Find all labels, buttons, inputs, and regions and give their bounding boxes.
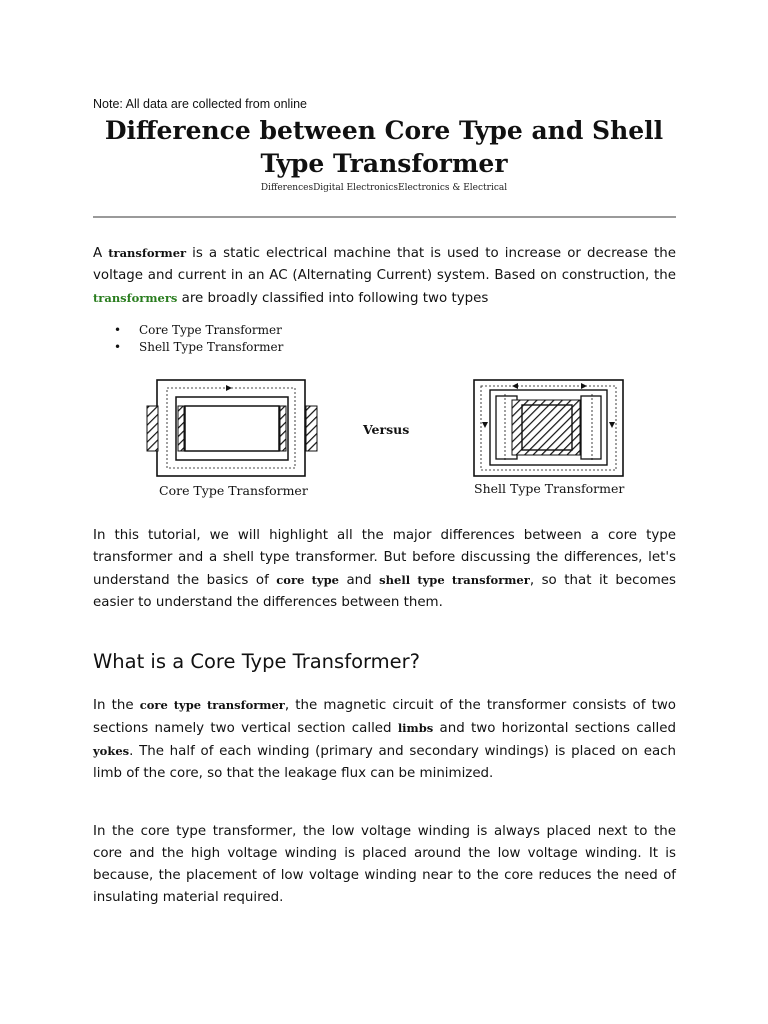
- transformer-types-list: [93, 322, 283, 356]
- core-text-2: , the magnetic circuit of the transformer consists of two sections namely two vertical section called: [93, 698, 676, 736]
- title-line-2: Type Transformer: [260, 149, 508, 178]
- core-type-paragraph: [93, 694, 676, 785]
- list-item: [93, 339, 283, 356]
- keyword-core-type: core type: [276, 573, 339, 587]
- divider: [93, 216, 676, 218]
- keyword-transformer: transformer: [108, 246, 187, 260]
- keyword-shell-type-transformer: shell type transformer: [379, 573, 530, 587]
- core-text-1: In the: [93, 698, 140, 713]
- list-item: [93, 322, 283, 339]
- source-note: Note: All data are collected from online: [93, 97, 308, 111]
- keyword-yokes: yokes: [93, 744, 130, 758]
- bullet-icon: •: [114, 323, 122, 337]
- bullet-icon: •: [114, 340, 122, 354]
- list-item-label: Shell Type Transformer: [139, 340, 284, 354]
- versus-label: Versus: [363, 422, 410, 437]
- intro-text-3: are broadly classified into following two types: [177, 291, 489, 306]
- tutorial-text-3: , so that it becomes easier to understand the differences between them.: [93, 573, 676, 610]
- shell-type-caption: Shell Type Transformer: [474, 481, 625, 496]
- shell-type-diagram: [474, 380, 623, 476]
- intro-text-2: is a static electrical machine that is used to increase or decrease the voltage and current in an AC (Alternating Current) system. Based on construction, the: [93, 246, 676, 283]
- tutorial-text-2: and: [338, 573, 380, 588]
- category-links[interactable]: DifferencesDigital ElectronicsElectronics & Electrical: [260, 183, 508, 193]
- keyword-core-type-transformer: core type transformer: [139, 698, 285, 712]
- tutorial-paragraph: [93, 525, 676, 614]
- page-title: [60, 114, 708, 180]
- core-text-3: and two horizontal sections called: [433, 721, 676, 736]
- tutorial-text-1: In this tutorial, we will highlight all the major differences between a core type transformer and a shell type transformer. But before discussing the differences, let's understand the basics of: [93, 528, 676, 588]
- link-transformers[interactable]: transformers: [93, 291, 178, 305]
- core-type-caption: Core Type Transformer: [159, 483, 308, 498]
- keyword-limbs: limbs: [397, 721, 434, 735]
- low-voltage-paragraph: In the core type transformer, the low voltage winding is always placed next to the core and the high voltage winding is placed around the low voltage winding. It is because, the placement of low voltage winding near to the core reduces the need of insulating material required.: [93, 824, 676, 905]
- list-item-label: Core Type Transformer: [139, 323, 282, 337]
- section-heading: What is a Core Type Transformer?: [93, 650, 421, 673]
- intro-text-1: A: [93, 246, 109, 261]
- title-line-1: Difference between Core Type and Shell: [104, 116, 664, 145]
- core-type-diagram: [147, 380, 317, 476]
- intro-paragraph: [93, 242, 676, 310]
- core-text-4: . The half of each winding (primary and secondary windings) is placed on each limb of the core, so that the leakage flux can be minimized.: [93, 744, 676, 781]
